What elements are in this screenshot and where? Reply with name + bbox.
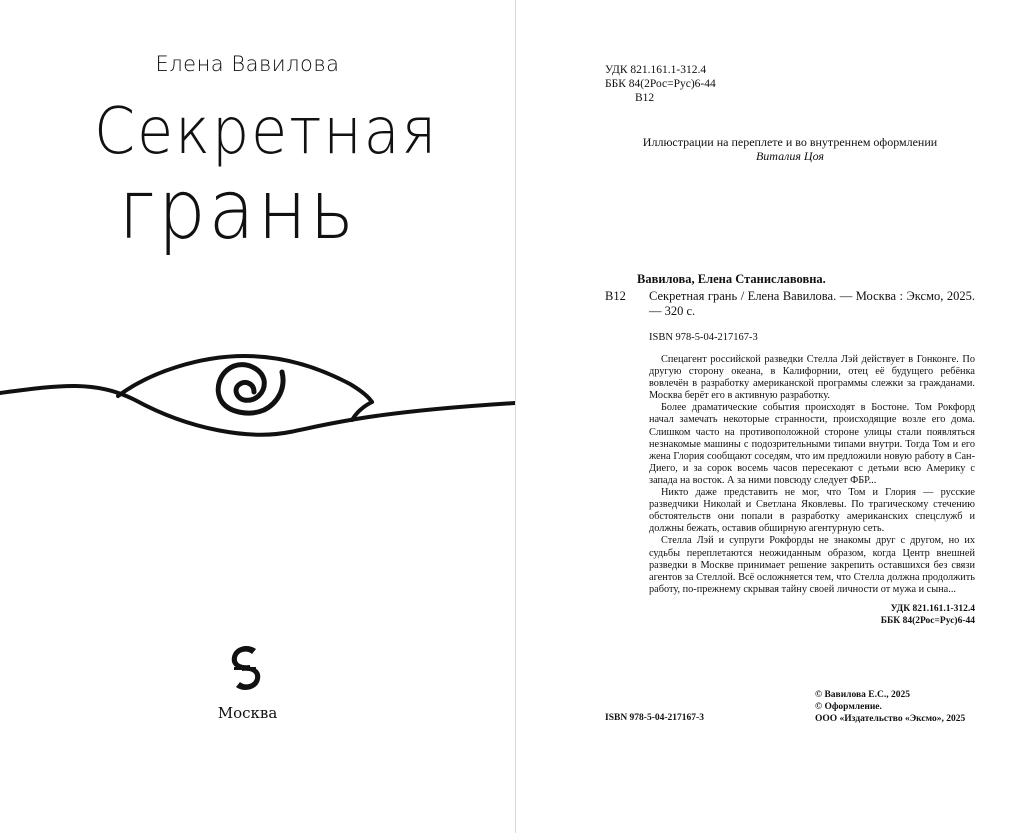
annotation-paragraph: Более драматические события происходят в Бостоне. Том Рокфорд начал замечать некоторые странности, происходящие возле его дома. Слишком часто на противоположной стороне улицы стали появляться незнакомые машины с подозрительными типами внутри. Тогда Том и его жена Глория сообщают соседям, что им предложили новую работу в Сан-Диего, и за сорок восемь часов пересекают с детьми всю Америку с запада на восток. А за ними повсюду следует ФБР...	[649, 402, 975, 486]
bottom-classification-codes	[605, 603, 975, 627]
book-title-line1: Секретная	[94, 95, 439, 169]
bib-entry	[605, 289, 975, 319]
copyright-publisher: ООО «Издательство «Эксмо», 2025	[815, 714, 966, 724]
bib-isbn: ISBN 978-5-04-217167-3	[649, 332, 758, 343]
copyright-author: © Вавилова Е.С., 2025	[815, 690, 910, 700]
isbn-bottom: ISBN 978-5-04-217167-3	[605, 713, 704, 723]
bib-author: Вавилова, Елена Станиславовна.	[637, 272, 826, 286]
illustrator-name: Виталия Цоя	[755, 149, 825, 163]
copyright-block	[815, 689, 965, 725]
annotation	[605, 354, 975, 596]
bib-code: В12	[605, 289, 626, 303]
annotation-paragraph: Спецагент российской разведки Стелла Лэй действует в Гонконге. По другую сторону океана, в Калифорнии, отец её будущего ребёнка вовлечён в разработку американской программы слежки за гражданами. Москва берёт его в активную разработку.	[649, 354, 975, 402]
udk-code-bottom: УДК 821.161.1-312.4	[890, 603, 975, 614]
annotation-paragraph: Стелла Лэй и супруги Рокфорды не знакомы друг с другом, но их судьбы переплетаются неожиданным образом, когда Центр внешней разведки в Москве принимает решение закрепить оставшихся без связи агентов за Стеллой. Всё осложняется тем, что Стелла должна продолжить работу, по-прежнему скрывая тайну своей личности от мужа и сына...	[649, 535, 975, 595]
udk-code: УДК 821.161.1-312.4	[605, 64, 707, 76]
annotation-paragraph: Никто даже представить не мог, что Том и Глория — русские разведчики Николай и Светлана Яковлевы. По трагическому стечению обстоятельств они попали в разработку американских спецслужб и должны бежать, оставив обширную агентурную сеть.	[649, 487, 975, 535]
book-author: Елена Вавилова	[155, 52, 340, 76]
author-sign-code: В12	[635, 92, 655, 104]
bbk-code-bottom: ББК 84(2Рос=Рус)6-44	[880, 615, 975, 626]
illustration-credit-text: Иллюстрации на переплете и во внутреннем оформлении	[642, 135, 938, 149]
eye-swirl-illustration	[0, 345, 515, 455]
illustration-credit	[600, 135, 980, 163]
classification-codes	[605, 63, 716, 105]
publisher-city: Москва	[217, 704, 278, 722]
bbk-code: ББК 84(2Рос=Рус)6-44	[605, 78, 716, 90]
bibliographic-record	[605, 272, 975, 627]
title-page	[0, 0, 515, 833]
copyright-design: © Оформление.	[815, 702, 882, 712]
book-title-line2: грань	[118, 163, 357, 258]
publisher-logo-icon	[226, 641, 266, 695]
bib-entry-text: Секретная грань / Елена Вавилова. — Москва : Эксмо, 2025. — 320 с.	[649, 289, 975, 318]
